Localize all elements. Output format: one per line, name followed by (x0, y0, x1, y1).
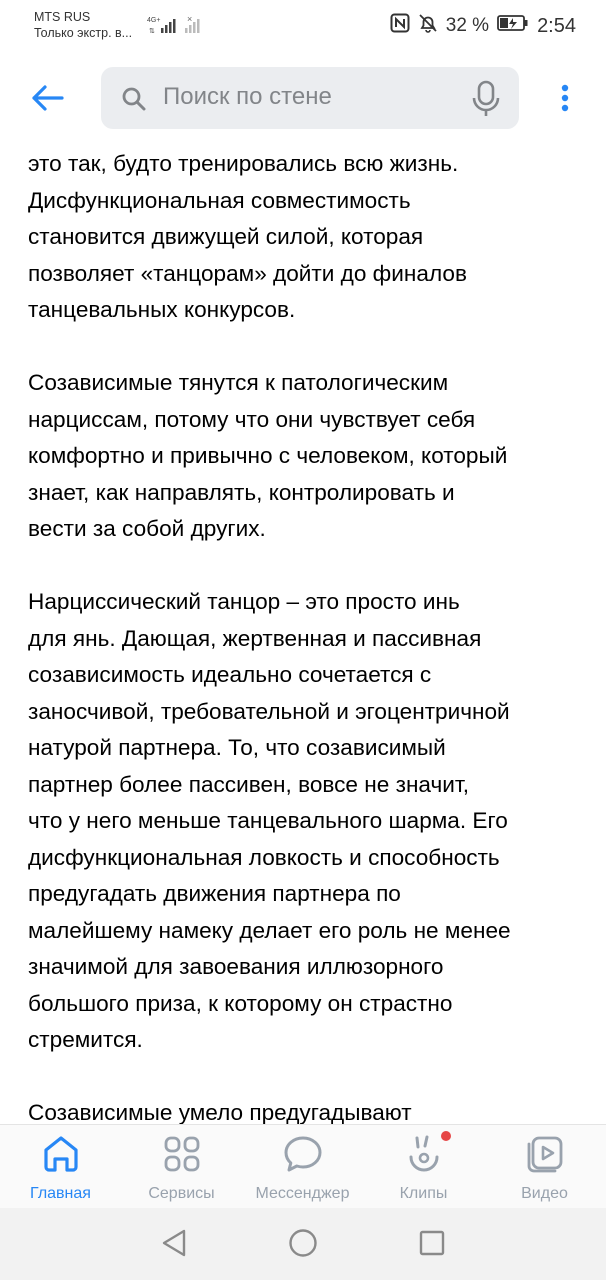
services-grid-icon (161, 1133, 203, 1180)
tab-label: Мессенджер (255, 1185, 350, 1202)
paragraph: Созависимые умело предугадывают (28, 1100, 412, 1124)
signal-icon (147, 14, 207, 41)
tab-label: Сервисы (148, 1185, 215, 1202)
search-input[interactable] (101, 67, 519, 129)
carrier-sub: Только экстр. в... (34, 26, 133, 40)
header (0, 52, 606, 144)
microphone-icon[interactable] (471, 80, 501, 123)
circle-home-icon (288, 1228, 318, 1258)
paragraph: Созависимые тянутся к патологическим нарциссам, потому что они чувствует себя комфортно и привычно с человеком, который знает, как направлять, контролировать и вести за собой других. (28, 370, 508, 541)
svg-text:4G+: 4G+ (147, 17, 161, 24)
tab-label: Главная (30, 1185, 91, 1202)
carrier-name: MTS RUS (34, 10, 91, 24)
tab-label: Клипы (399, 1185, 448, 1202)
paragraph: это так, будто тренировались всю жизнь. Дисфункциональная совместимость становится движущей силой, которая позволяет «танцорам» дойти до финалов танцевальных конкурсов. (28, 151, 467, 322)
status-bar (0, 0, 606, 52)
search-placeholder: Поиск по стене (163, 83, 332, 110)
bottom-navigation (0, 1124, 606, 1209)
svg-text:×: × (187, 14, 193, 24)
carrier-info (34, 9, 132, 41)
tab-home[interactable] (0, 1125, 121, 1209)
system-navigation-bar (0, 1208, 606, 1280)
square-recents-icon (418, 1228, 446, 1258)
triangle-back-icon (160, 1228, 188, 1258)
paragraph: Нарциссический танцор – это просто инь для янь. Дающая, жертвенная и пассивная созависимость идеально сочетается с заносчивой, требовательной и эгоцентричной натурой партнера. То, что созависимый партнер более пассивен, вовсе не значит, что у него меньше танцевального шарма. Его дисфункциональная ловкость и способность предугадать движения партнера по малейшему намеку делает его роль не менее значимой для завоевания иллюзорного большого приза, к которому он страстно стремится. (28, 589, 511, 1052)
status-right (390, 14, 576, 38)
tab-video[interactable] (484, 1125, 605, 1209)
clips-icon (403, 1133, 445, 1180)
more-vertical-icon (561, 84, 569, 112)
tab-services[interactable] (121, 1125, 242, 1209)
post-text (28, 146, 588, 1124)
video-play-icon (524, 1133, 566, 1180)
nfc-icon (390, 13, 410, 39)
system-recents-button[interactable] (418, 1228, 446, 1263)
notification-dot (441, 1131, 451, 1141)
messenger-bubble-icon (282, 1133, 324, 1180)
home-icon (40, 1133, 82, 1180)
svg-text:⇅: ⇅ (149, 28, 155, 35)
battery-icon (497, 14, 529, 38)
more-options-button[interactable] (552, 78, 578, 118)
battery-percent: 32 % (445, 15, 490, 36)
system-home-button[interactable] (288, 1228, 318, 1263)
arrow-left-icon (30, 84, 64, 112)
tab-label: Видео (521, 1185, 568, 1202)
back-button[interactable] (24, 78, 70, 118)
tab-messenger[interactable] (242, 1125, 363, 1209)
search-icon (121, 86, 147, 117)
system-back-button[interactable] (160, 1228, 188, 1263)
mute-bell-icon (418, 13, 438, 39)
clock: 2:54 (537, 14, 576, 37)
tab-clips[interactable] (363, 1125, 484, 1209)
